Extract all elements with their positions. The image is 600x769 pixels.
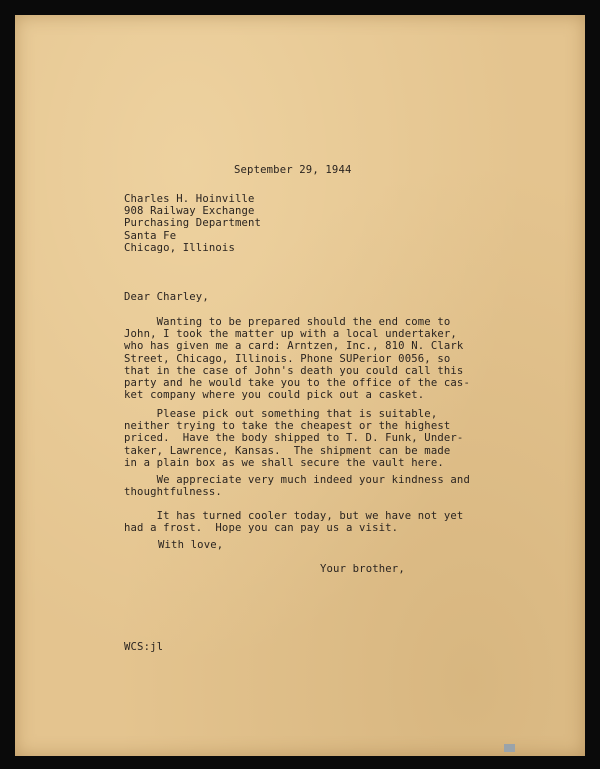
body-paragraph [124,408,463,469]
paragraph-line: thoughtfulness. [124,486,222,499]
paragraph-line: Wanting to be prepared should the end come to [124,316,451,328]
letter-date: September 29, 1944 [234,164,352,176]
signoff: Your brother, [320,563,405,575]
paragraph-line: It has turned cooler today, but we have not yet [124,510,464,522]
paragraph-line: We appreciate very much indeed your kindness and [124,474,470,486]
recipient-name: Charles H. Hoinville [124,193,255,205]
paragraph-line: in a plain box as we shall secure the vault here. [124,456,444,469]
salutation: Dear Charley, [124,291,209,303]
paragraph-line: had a frost. Hope you can pay us a visit. [124,522,399,535]
paragraph-line: that in the case of John's death you could call this [124,364,464,377]
body-paragraph [124,316,470,401]
closing: With love, [158,539,224,551]
paragraph-line: party and he would take you to the office of the cas- [124,377,470,390]
paragraph-line: taker, Lawrence, Kansas. The shipment can be made [124,444,451,457]
body-paragraph [124,510,463,534]
paragraph-line: Please pick out something that is suitable, [124,408,438,420]
recipient-address-line: Santa Fe [124,229,177,242]
paragraph-line: ket company where you could pick out a casket. [124,389,425,402]
recipient-address-line: 908 Railway Exchange [124,205,255,218]
typist-initials: WCS:jl [124,641,164,653]
paragraph-line: who has given me a card: Arntzen, Inc., 810 N. Clark [124,340,464,353]
folder-tab-marker [504,744,515,752]
paragraph-line: Street, Chicago, Illinois. Phone SUPerior 0056, so [124,352,451,365]
body-paragraph [124,474,470,498]
paragraph-line: priced. Have the body shipped to T. D. Funk, Under- [124,432,464,445]
paragraph-line: neither trying to take the cheapest or the highest [124,420,451,433]
recipient-address-line: Purchasing Department [124,217,262,230]
recipient-address-line: Chicago, Illinois [124,241,235,254]
recipient-address [124,193,261,254]
letter-page [15,15,585,756]
paragraph-line: John, I took the matter up with a local undertaker, [124,328,457,341]
